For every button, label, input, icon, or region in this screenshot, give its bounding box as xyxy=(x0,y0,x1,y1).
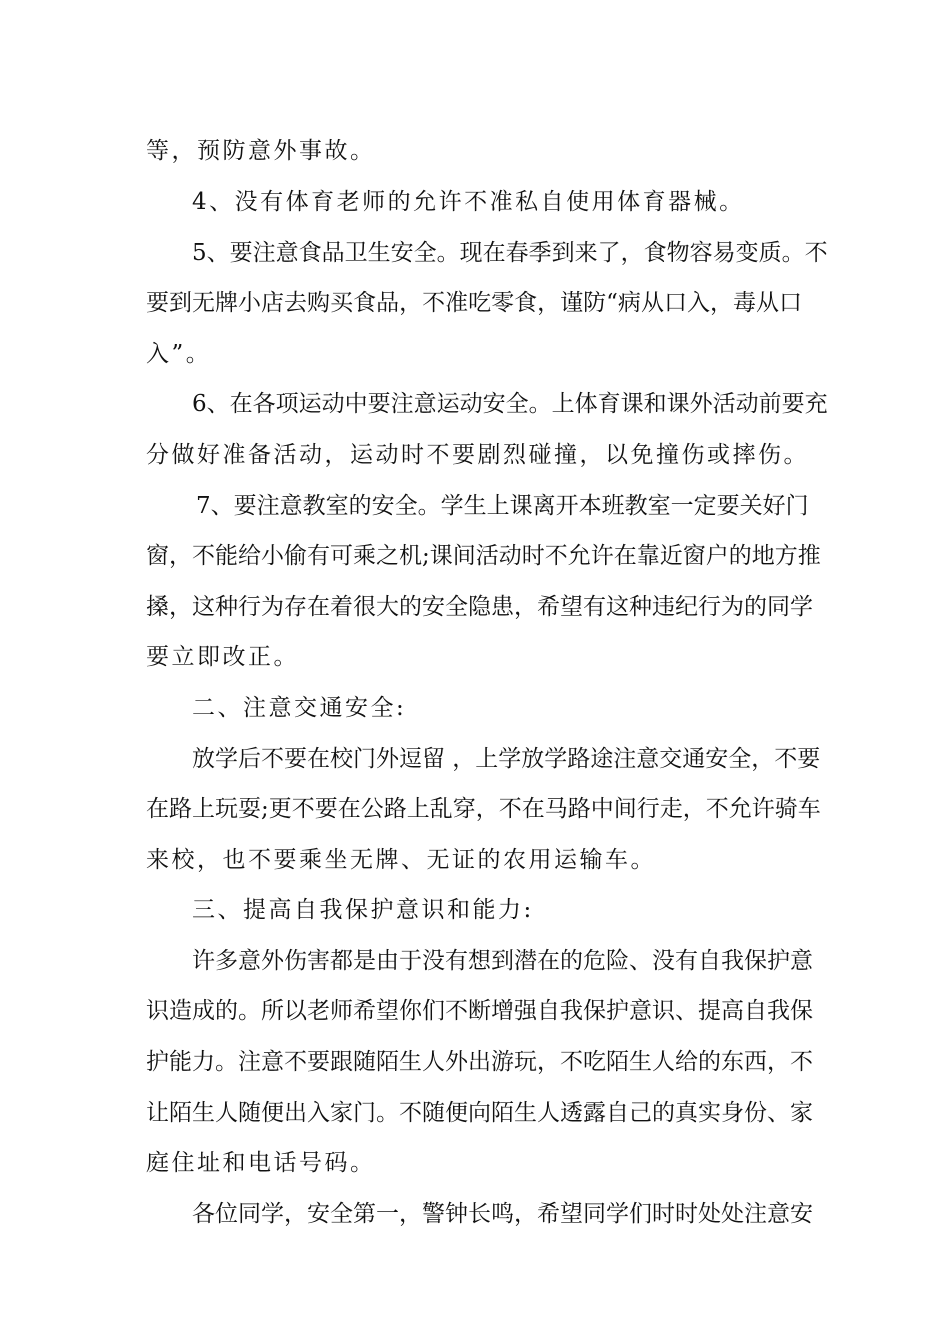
section-heading: 二、注意交通安全: xyxy=(192,695,407,721)
text-line: 要到无牌小店去购买食品，不准吃零食，谨防“病从口入，毒从口 xyxy=(146,290,802,316)
text-line: 4、没有体育老师的允许不准私自使用体育器械。 xyxy=(192,189,745,215)
text-line: 各位同学，安全第一，警钟长鸣，希望同学们时时处处注意安 xyxy=(192,1201,813,1227)
section-heading: 三、提高自我保护意识和能力: xyxy=(192,897,534,923)
text-line: 入”。 xyxy=(146,341,212,367)
text-line: 7、要注意教室的安全。学生上课离开本班教室一定要关好门 xyxy=(196,493,809,519)
text-line: 在路上玩耍;更不要在公路上乱穿，不在马路中间行走，不允许骑车 xyxy=(146,796,821,822)
text-line: 等，预防意外事故。 xyxy=(146,138,376,164)
text-line: 庭住址和电话号码。 xyxy=(146,1150,376,1176)
text-line: 许多意外伤害都是由于没有想到潜在的危险、没有自我保护意 xyxy=(192,948,813,974)
text-line: 识造成的。所以老师希望你们不断增强自我保护意识、提高自我保 xyxy=(146,998,813,1024)
text-line: 搡，这种行为存在着很大的安全隐患，希望有这种违纪行为的同学 xyxy=(146,594,813,620)
text-line: 要立即改正。 xyxy=(146,644,299,670)
text-line: 来校，也不要乘坐无牌、无证的农用运输车。 xyxy=(146,847,656,873)
text-line: 护能力。注意不要跟随陌生人外出游玩，不吃陌生人给的东西，不 xyxy=(146,1049,813,1075)
text-line: 窗，不能给小偷有可乘之机;课间活动时不允许在靠近窗户的地方推 xyxy=(146,543,821,569)
text-line: 5、要注意食品卫生安全。现在春季到来了，食物容易变质。不 xyxy=(192,240,828,266)
text-line: 放学后不要在校门外逗留 ，上学放学路途注意交通安全，不要 xyxy=(192,746,821,772)
text-line: 6、在各项运动中要注意运动安全。上体育课和课外活动前要充 xyxy=(192,391,828,417)
text-line: 分做好准备活动，运动时不要剧烈碰撞，以免撞伤或摔伤。 xyxy=(146,442,809,468)
text-line: 让陌生人随便出入家门。不随便向陌生人透露自己的真实身份、家 xyxy=(146,1100,813,1126)
